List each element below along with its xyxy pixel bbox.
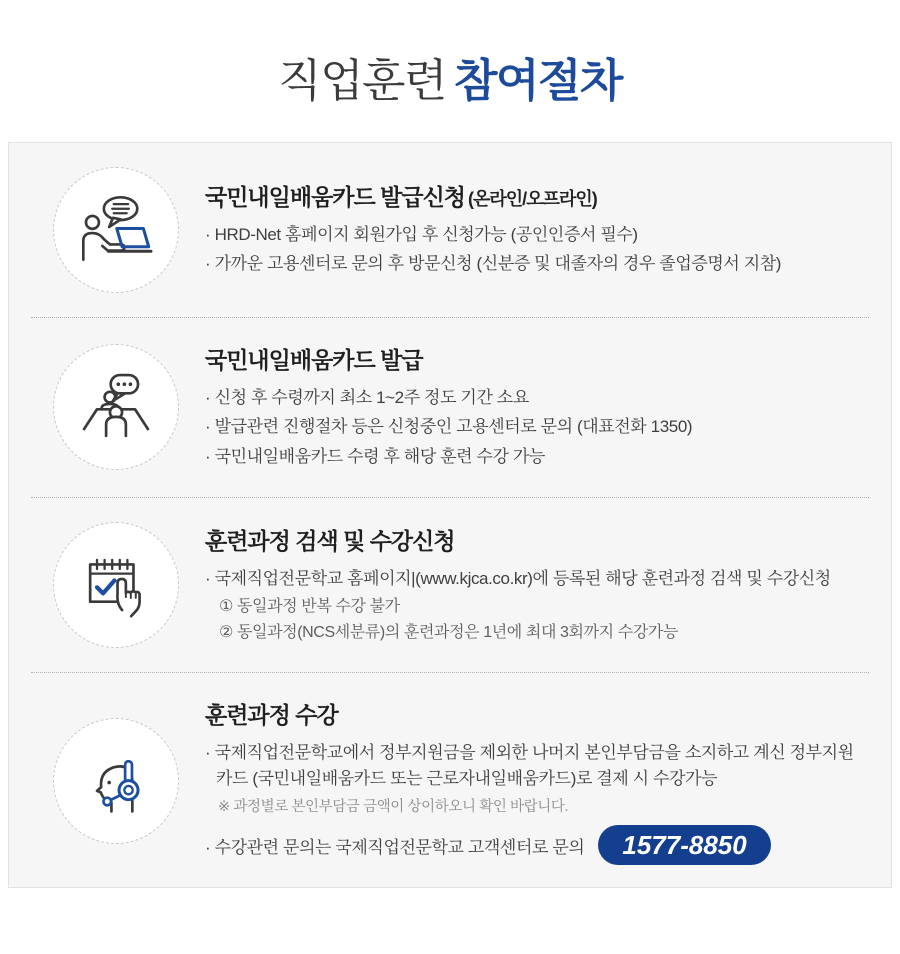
- step-card-issuance-application: [9, 143, 891, 317]
- step-title-text: 국민내일배움카드 발급신청: [205, 183, 466, 210]
- step-course-attendance: [9, 673, 891, 889]
- step-bullet: · 국민내일배움카드 수령 후 해당 훈련 수강 가능: [205, 446, 545, 466]
- step-title: 국민내일배움카드 발급: [205, 346, 423, 373]
- page-title-emphasis: 참여절차: [454, 55, 622, 106]
- step-subitem: ② 동일과정(NCS세분류)의 훈련과정은 1년에 최대 3회까지 수강가능: [219, 624, 678, 642]
- step-title: 훈련과정 수강: [205, 702, 338, 728]
- calendar-check-icon: [53, 522, 179, 648]
- step-body: [205, 523, 865, 648]
- step-bullet: · 국제직업전문학교에서 정부지원금을 제외한 나머지 본인부담금을 소지하고 계신 정부지원카드 (국민내일배움카드 또는 근로자내일배움카드)로 결제 시 수강가능: [205, 743, 854, 788]
- headset-support-icon: [53, 718, 179, 844]
- step-bullet: · 신청 후 수령까지 최소 1~2주 정도 기간 소요: [205, 387, 529, 407]
- step-title: 훈련과정 검색 및 수강신청: [205, 527, 455, 554]
- page-title: [0, 0, 900, 106]
- step-bullet: · HRD-Net 홈페이지 회원가입 후 신청가능 (공인인증서 필수): [205, 224, 638, 244]
- step-card-issuance: [9, 318, 891, 498]
- person-laptop-chat-icon: [53, 167, 179, 293]
- step-body: [205, 342, 865, 474]
- phone-number-badge: 1577-8850: [598, 825, 770, 865]
- page-title-regular: 직업훈련: [278, 55, 446, 106]
- step-note: ※ 과정별로 본인부담금 금액이 상이하오니 확인 바랍니다.: [218, 799, 569, 815]
- step-body: [205, 697, 865, 865]
- step-subitem: ① 동일과정 반복 수강 불가: [219, 598, 400, 616]
- step-bullet: · 발급관련 진행절차 등은 신청중인 고용센터로 문의 (대표전화 1350): [205, 417, 693, 436]
- step-title: [205, 179, 865, 212]
- procedure-panel: [8, 142, 892, 888]
- step-body: [205, 179, 865, 281]
- contact-bullet: · 수강관련 문의는 국제직업전문학교 고객센터로 문의: [205, 837, 585, 857]
- step-bullet: · 가까운 고용센터로 문의 후 방문신청 (신분증 및 대졸자의 경우 졸업증명서 지참): [205, 254, 782, 273]
- step-course-search-apply: [9, 498, 891, 672]
- consultation-chat-icon: [53, 344, 179, 470]
- step-bullet: · 국제직업전문학교 홈페이지|(www.kjca.co.kr)에 등록된 해당 훈련과정 검색 및 수강신청: [205, 568, 831, 588]
- step-title-suffix: (온라인/오프라인): [468, 188, 597, 209]
- contact-line: [205, 825, 865, 865]
